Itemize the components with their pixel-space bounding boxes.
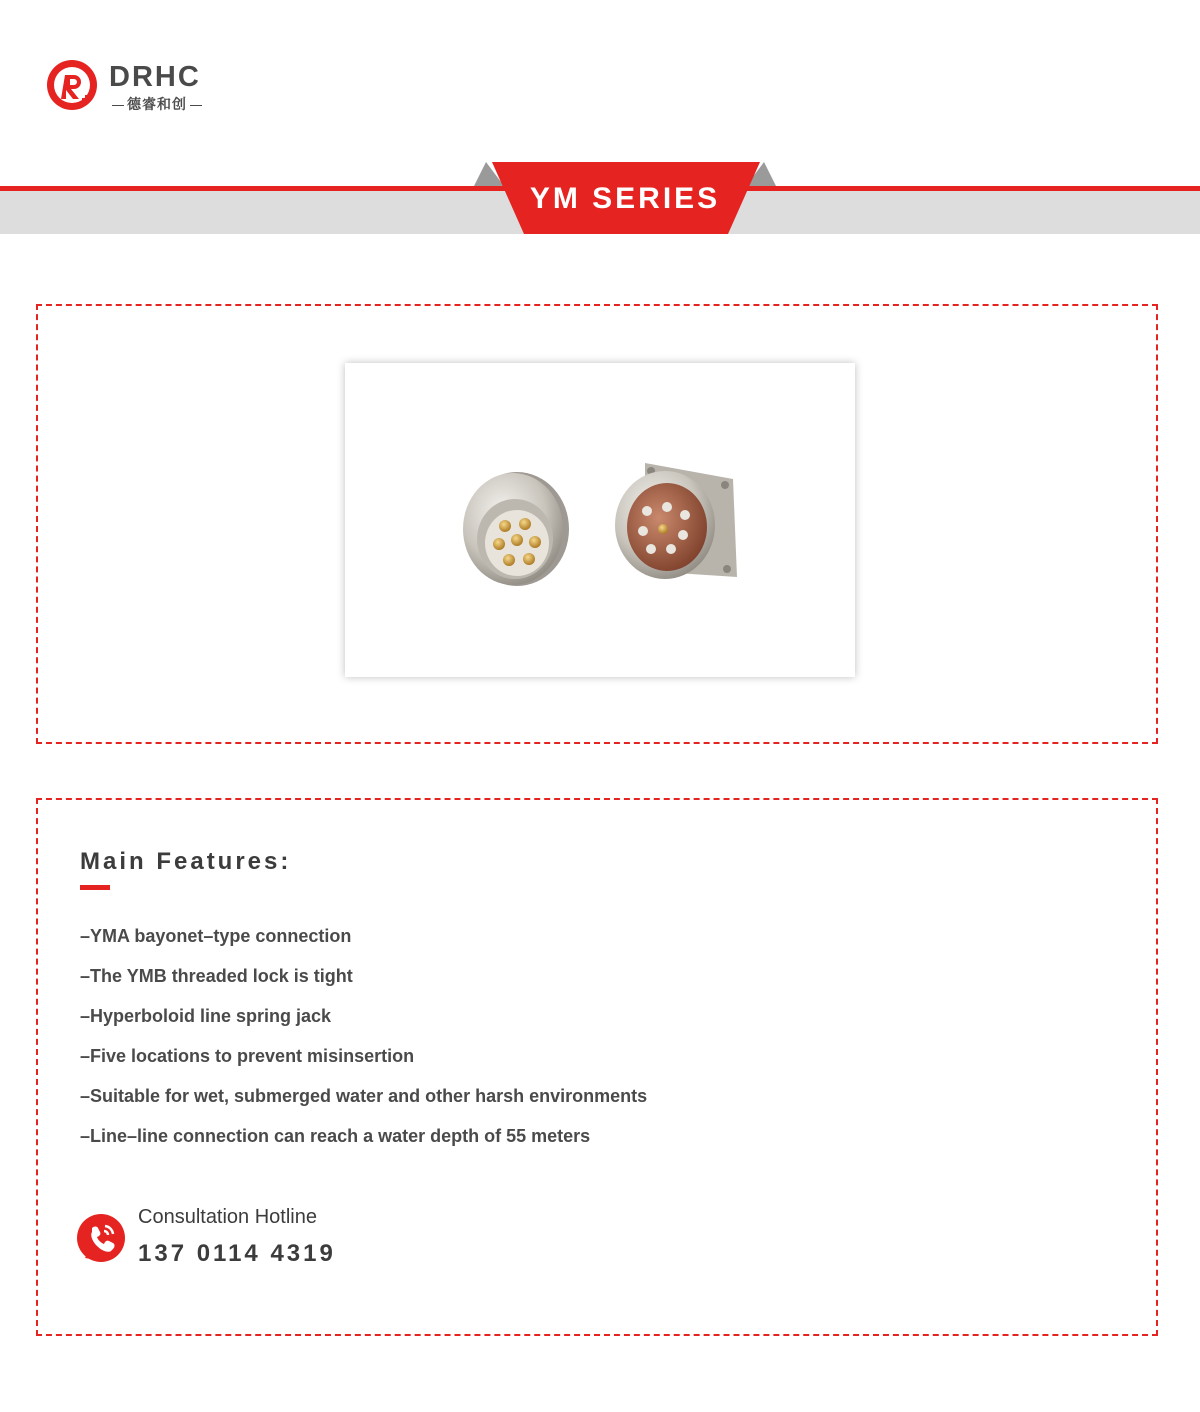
divider bbox=[190, 105, 202, 106]
connector-pair-photo bbox=[345, 363, 855, 677]
title-underline bbox=[80, 885, 110, 890]
list-item: –YMA bayonet–type connection bbox=[80, 926, 352, 946]
brand-subtitle: 德睿和创 bbox=[127, 96, 187, 112]
brand-name: DRHC bbox=[109, 61, 201, 93]
divider bbox=[112, 105, 124, 106]
series-banner bbox=[474, 162, 776, 234]
list-item: –The YMB threaded lock is tight bbox=[80, 966, 353, 986]
list-item: –Suitable for wet, submerged water and other harsh environments bbox=[80, 1086, 648, 1106]
product-image bbox=[345, 363, 855, 677]
brand-logo bbox=[45, 57, 225, 117]
list-item: –Line–line connection can reach a water depth of 55 meters bbox=[80, 1126, 591, 1146]
brand-subtitle-row bbox=[109, 94, 205, 114]
list-item: –Five locations to prevent misinsertion bbox=[80, 1046, 415, 1066]
hotline-label: Consultation Hotline bbox=[138, 1206, 317, 1228]
hotline-number[interactable]: 137 0114 4319 bbox=[138, 1240, 336, 1267]
phone-icon bbox=[77, 1214, 125, 1262]
features-list bbox=[80, 924, 647, 1164]
r-plus-logo-icon bbox=[45, 57, 103, 115]
features-title: Main Features: bbox=[80, 848, 292, 875]
series-title: YM SERIES bbox=[529, 182, 721, 215]
list-item: –Hyperboloid line spring jack bbox=[80, 1006, 332, 1026]
